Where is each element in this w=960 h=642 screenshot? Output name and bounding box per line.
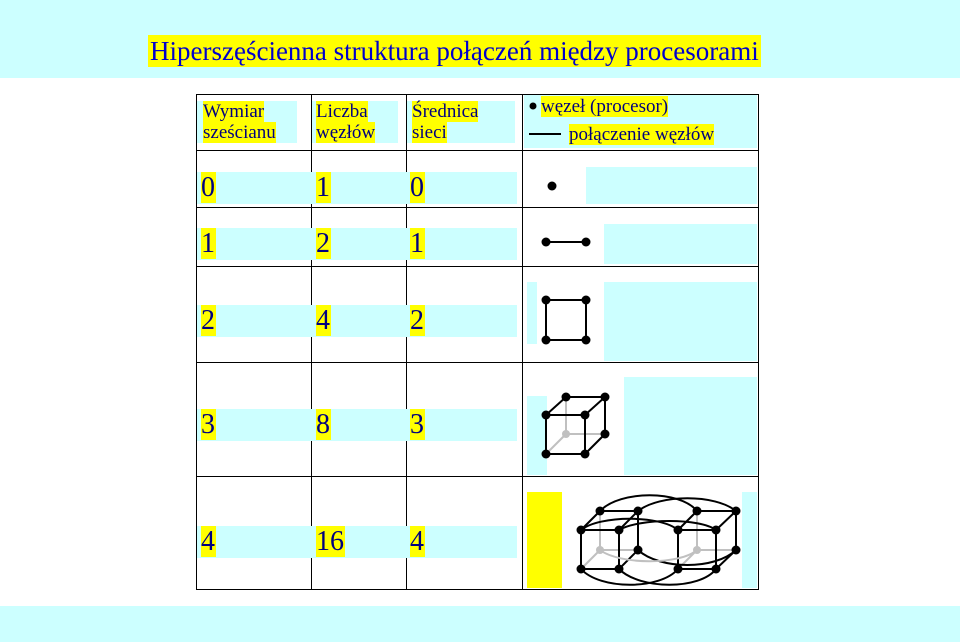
header-dimension-line2: sześcianu — [203, 122, 276, 143]
legend-edge-label: połączenie węzłów — [569, 124, 715, 145]
row-nodes: 1 — [316, 172, 330, 203]
header-dimension-line1: Wymiar — [203, 101, 265, 122]
row-nodes: 4 — [316, 305, 330, 336]
row-nodes: 2 — [316, 228, 330, 259]
row-diameter: 1 — [410, 228, 424, 259]
header-diameter-line1: Średnica — [412, 101, 479, 122]
legend-node-label: węzeł (procesor) — [541, 96, 669, 117]
header-nodes-line1: Liczba — [316, 101, 368, 122]
header-nodes-line2: węzłów — [316, 122, 376, 143]
row-dimension: 1 — [201, 228, 215, 259]
header-diameter-line2: sieci — [412, 122, 447, 143]
row-dimension: 3 — [201, 409, 215, 440]
row-diameter: 2 — [410, 305, 424, 336]
row-nodes: 16 — [316, 526, 344, 557]
row-nodes: 8 — [316, 409, 330, 440]
row-dimension: 4 — [201, 526, 215, 557]
page-title: Hiperszęścienna struktura połączeń między procesorami — [150, 36, 759, 66]
row-diameter: 3 — [410, 409, 424, 440]
row-dimension: 2 — [201, 305, 215, 336]
row-diameter: 0 — [410, 172, 424, 203]
row-diameter: 4 — [410, 526, 424, 557]
row-dimension: 0 — [201, 172, 215, 203]
